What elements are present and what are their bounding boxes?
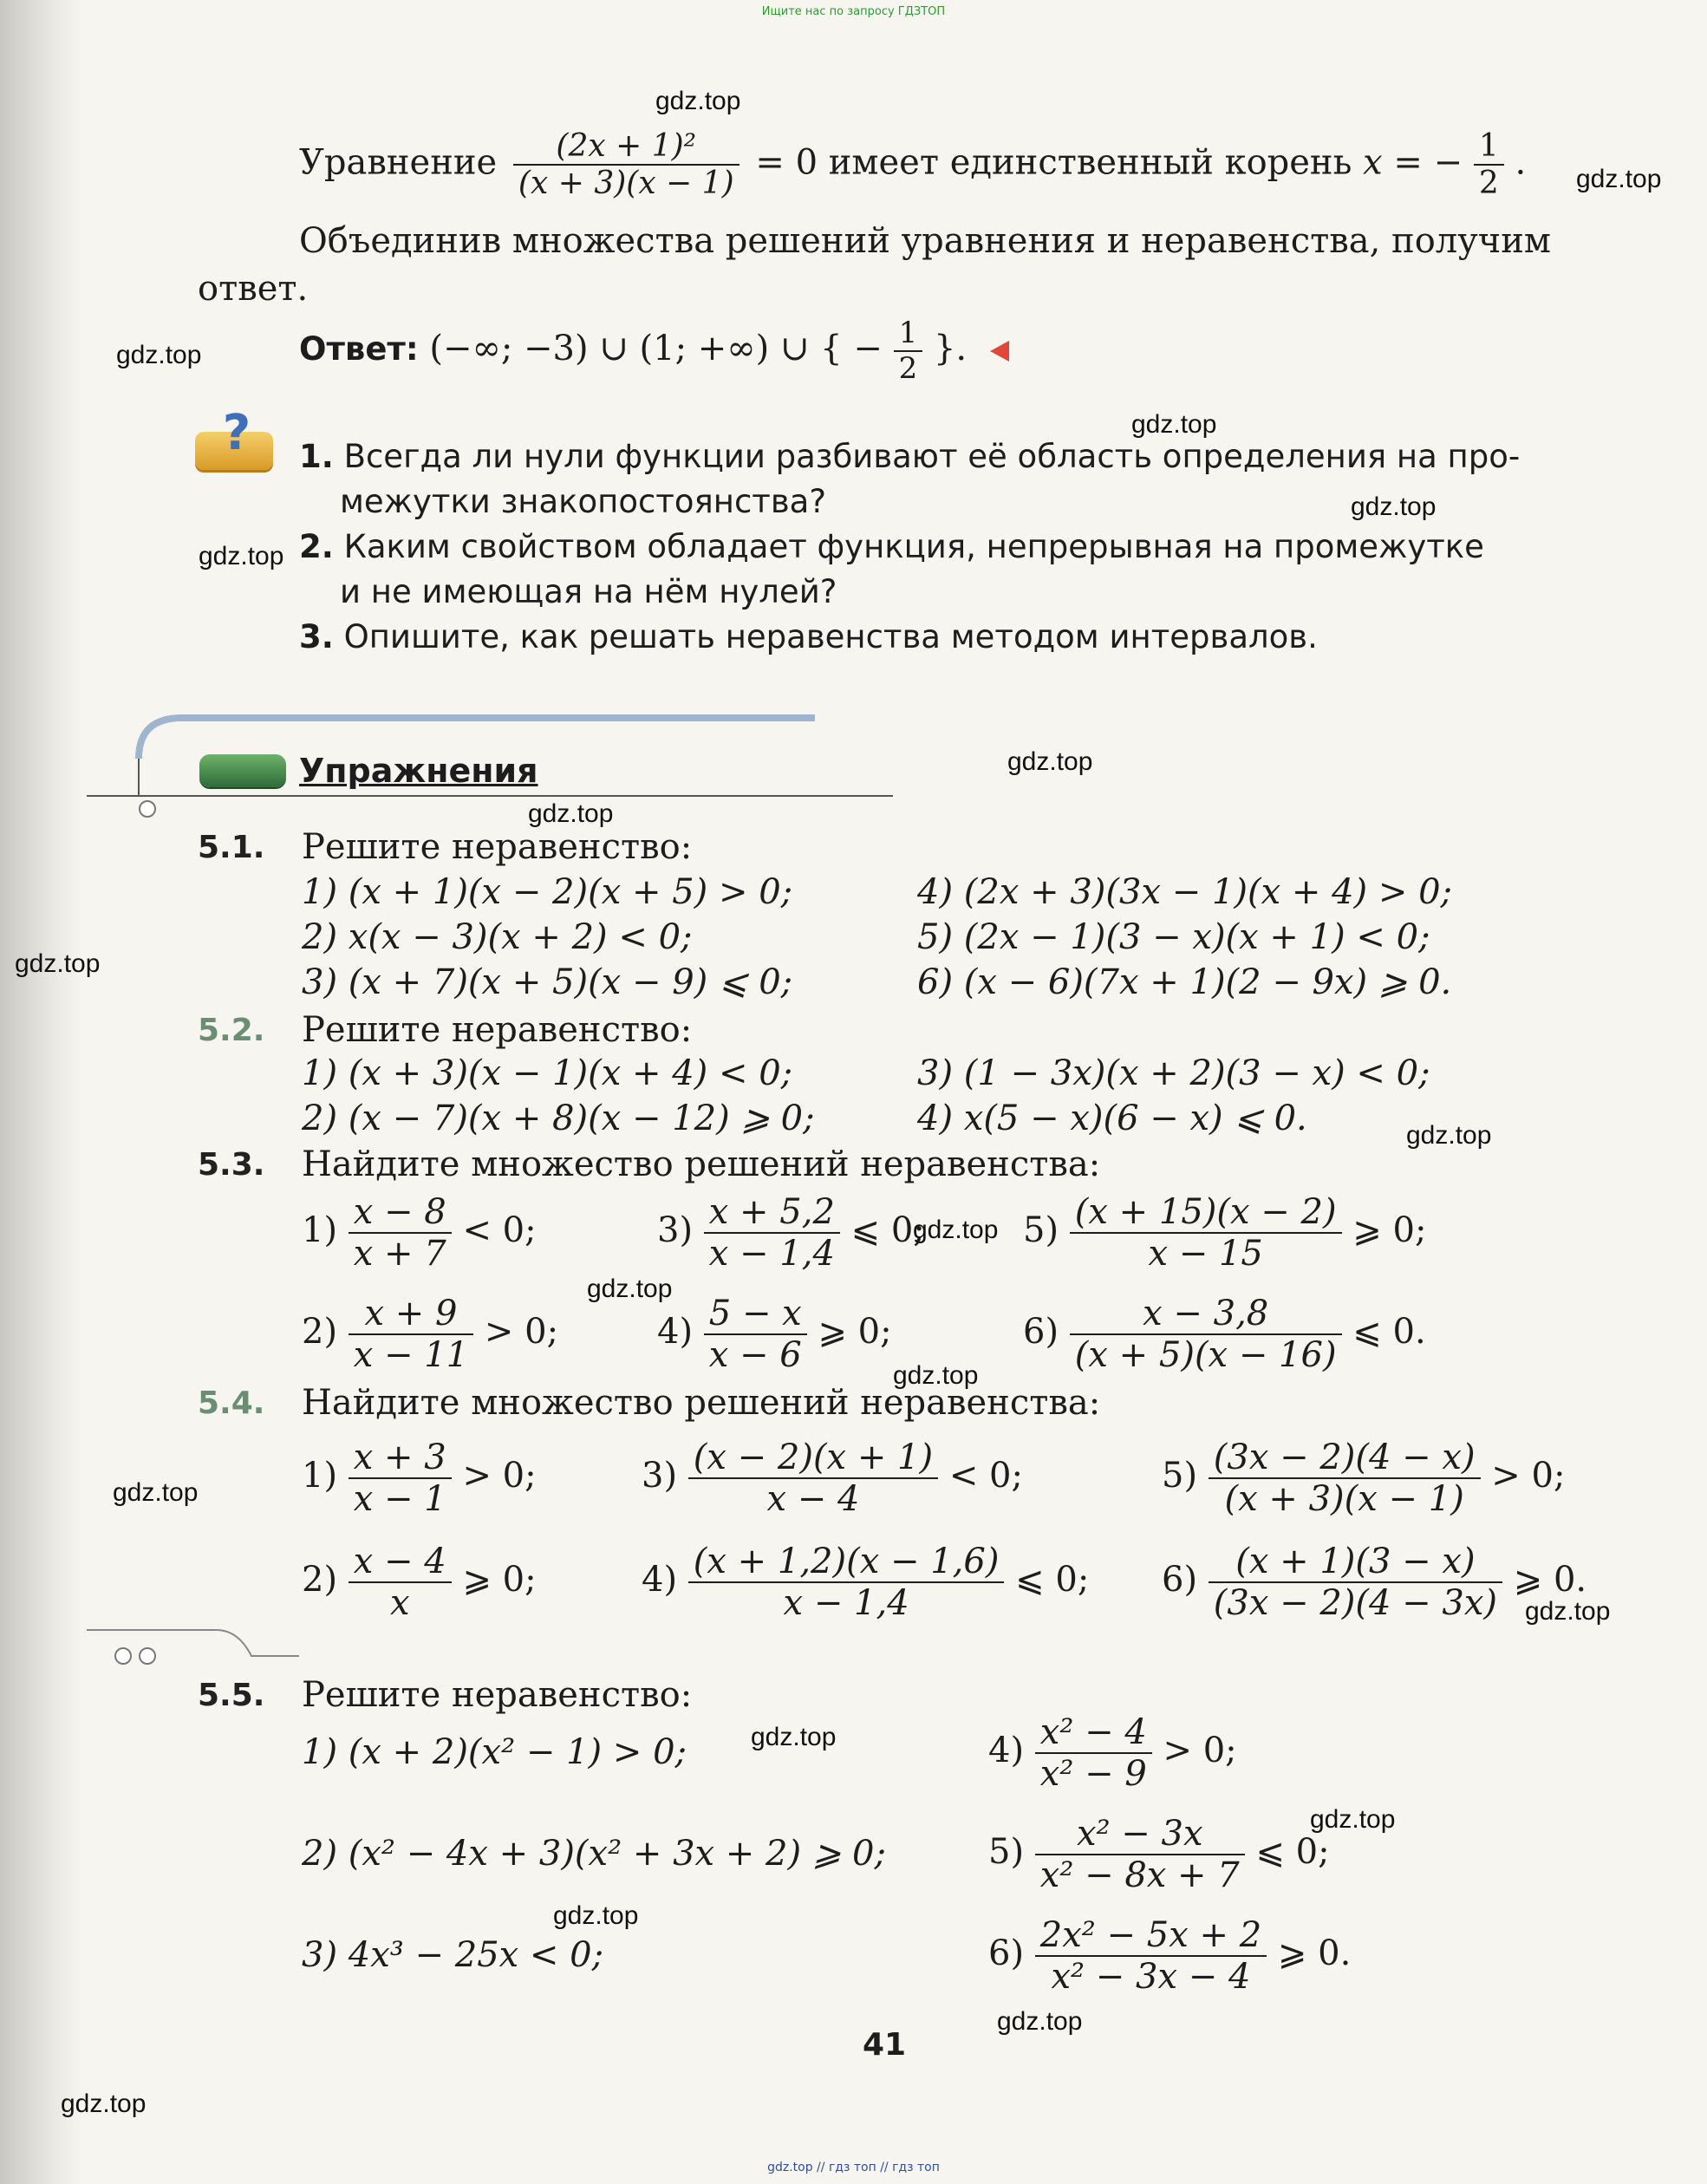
exercise-item: 3) 4x³ − 25x < 0; [302, 1935, 604, 1975]
exercise-item: 1) (x + 2)(x² − 1) > 0; [302, 1732, 687, 1772]
exercise-prompt: Решите неравенство: [302, 1010, 693, 1050]
item-fraction [1209, 1542, 1502, 1623]
item-number: 5) [1023, 1210, 1059, 1250]
watermark: gdz.top [199, 542, 284, 570]
fraction-numerator: 2x² − 5x + 2 [1035, 1915, 1267, 1957]
fraction-denominator: x² − 8x + 7 [1039, 1855, 1240, 1895]
item-relation: > 0; [462, 1456, 537, 1496]
question-number: 1. [299, 438, 334, 475]
item-relation: < 0; [462, 1210, 537, 1250]
item-fraction [704, 1192, 840, 1274]
exercise-item: 3) (x + 7)(x + 5)(x − 9) ⩽ 0; [302, 962, 793, 1002]
intro-eq-prefix: Уравнение [299, 142, 498, 183]
fraction-denominator: x − 4 [766, 1479, 860, 1519]
item-number: 5) [1162, 1456, 1198, 1496]
item-relation: ⩾ 0. [1513, 1560, 1587, 1600]
fraction-denominator: x − 15 [1148, 1234, 1263, 1274]
item-number: 5) [988, 1832, 1025, 1872]
question-text: Опишите, как решать неравенства методом интервалов. [343, 618, 1318, 655]
item-number: 1) [302, 1210, 338, 1250]
fraction-denominator: 2 [898, 351, 918, 387]
exercise-item: 3) (1 − 3x)(x + 2)(3 − x) < 0; [917, 1053, 1430, 1093]
fraction-numerator: (x + 1)(3 − x) [1209, 1542, 1502, 1583]
item-number: 2) [302, 1560, 338, 1600]
item-fraction [349, 1192, 452, 1274]
question-block-icon [195, 407, 273, 473]
watermark: gdz.top [1576, 165, 1662, 193]
fraction-denominator: (3x − 2)(4 − 3x) [1213, 1583, 1498, 1623]
exercise-item [1162, 1438, 1565, 1519]
item-number: 6) [1023, 1312, 1059, 1352]
item-relation: ⩾ 0. [1277, 1933, 1352, 1973]
exercise-prompt: Найдите множество решений неравенства: [302, 1383, 1101, 1423]
item-relation: ⩾ 0; [462, 1560, 537, 1600]
exercise-prompt: Решите неравенство: [302, 827, 693, 867]
exercise-item: 1) (x + 3)(x − 1)(x + 4) < 0; [302, 1053, 793, 1093]
question-text: Всегда ли нули функции разбивают её область определения на про- [343, 438, 1521, 475]
item-fraction [1035, 1814, 1245, 1895]
fraction-denominator: 2 [1478, 166, 1499, 202]
watermark: gdz.top [913, 1216, 999, 1244]
item-number: 2) [302, 1312, 338, 1352]
exercise-number: 5.5. [198, 1678, 265, 1713]
watermark: gdz.top [997, 2007, 1083, 2036]
item-number: 1) [302, 1456, 338, 1496]
item-fraction [349, 1294, 473, 1375]
watermark: gdz.top [655, 87, 741, 115]
fraction-numerator: 1 [1474, 128, 1504, 166]
fraction-numerator: x + 3 [349, 1438, 452, 1479]
scan-page-edge [0, 0, 82, 2184]
exercise-item [1162, 1542, 1586, 1623]
item-fraction [1035, 1915, 1267, 1997]
exercise-item [302, 1542, 537, 1623]
exercise-item [642, 1542, 1089, 1623]
item-number: 4) [988, 1731, 1025, 1770]
item-relation: > 0; [484, 1312, 559, 1352]
exercise-item [1023, 1294, 1426, 1375]
exercise-item: 1) (x + 1)(x − 2)(x + 5) > 0; [302, 872, 793, 912]
fraction-denominator: x − 6 [708, 1335, 802, 1375]
item-fraction [1070, 1192, 1342, 1274]
question-number: 2. [299, 528, 334, 565]
item-fraction [688, 1438, 938, 1519]
exercise-item: 4) (2x + 3)(3x − 1)(x + 4) > 0; [917, 872, 1453, 912]
fraction-numerator: (3x − 2)(4 − x) [1209, 1438, 1481, 1479]
item-fraction [688, 1542, 1005, 1623]
exercise-number: 5.2. [198, 1013, 265, 1048]
fraction-denominator: x − 11 [353, 1335, 469, 1375]
watermark: gdz.top [1351, 492, 1437, 521]
item-number: 3) [657, 1210, 694, 1250]
watermark: gdz.top [1007, 747, 1093, 776]
fraction-numerator: (2x + 1)² [513, 128, 739, 166]
item-relation: ⩽ 0. [1352, 1312, 1426, 1352]
exercise-item: 2) x(x − 3)(x + 2) < 0; [302, 917, 693, 957]
watermark: gdz.top [553, 1901, 639, 1930]
exercise-item [657, 1192, 925, 1274]
item-fraction [1209, 1438, 1481, 1519]
item-relation: > 0; [1491, 1456, 1566, 1496]
item-fraction [704, 1294, 807, 1375]
answer-set-fraction [894, 316, 923, 386]
fraction-denominator: x² − 9 [1039, 1754, 1147, 1794]
question-mark-icon: ? [222, 405, 251, 461]
item-relation: > 0; [1163, 1731, 1237, 1770]
section-separator [87, 1621, 312, 1673]
question-2-line-2: и не имеющая на нём нулей? [340, 573, 837, 610]
intro-fraction [513, 128, 739, 202]
watermark: gdz.top [61, 2089, 147, 2118]
item-relation: ⩾ 0; [818, 1312, 892, 1352]
question-2-line-1 [299, 528, 1484, 565]
fraction-denominator: (x + 5)(x − 16) [1074, 1335, 1337, 1375]
fraction-denominator: (x + 3)(x − 1) [1224, 1479, 1464, 1519]
fraction-denominator: x − 1,4 [783, 1583, 909, 1623]
exercise-item [302, 1438, 537, 1519]
fraction-numerator: x + 9 [349, 1294, 473, 1335]
item-fraction [1070, 1294, 1342, 1375]
exercise-item: 5) (2x − 1)(3 − x)(x + 1) < 0; [917, 917, 1430, 957]
exercise-item [988, 1712, 1237, 1794]
question-3-line-1 [299, 618, 1318, 655]
exercise-item [988, 1814, 1330, 1895]
question-1-line-2: межутки знакопостоянства? [340, 483, 826, 520]
watermark: gdz.top [1525, 1597, 1611, 1626]
fraction-numerator: 1 [894, 316, 923, 352]
fraction-denominator: x [389, 1583, 410, 1623]
item-number: 6) [1162, 1560, 1198, 1600]
exercise-prompt: Решите неравенство: [302, 1675, 693, 1715]
exercise-item [1023, 1192, 1426, 1274]
exercise-item: 4) x(5 − x)(6 − x) ⩽ 0. [917, 1099, 1307, 1138]
watermark: gdz.top [751, 1723, 837, 1751]
page-number: 41 [863, 2027, 907, 2063]
fraction-numerator: x − 3,8 [1070, 1294, 1342, 1335]
watermark: gdz.top [587, 1275, 673, 1303]
exercise-item [988, 1915, 1351, 1997]
answer-set-open: { − [820, 329, 883, 369]
exercise-item: 2) (x − 7)(x + 8)(x − 12) ⩾ 0; [302, 1099, 815, 1138]
item-relation: ⩽ 0; [1015, 1560, 1090, 1600]
intro-eq-suffix: = 0 имеет единственный корень [755, 142, 1352, 183]
intro-line-3: ответ. [198, 269, 309, 309]
answer-set-close: }. [933, 329, 968, 369]
fraction-denominator: x − 1 [353, 1479, 446, 1519]
item-number: 4) [642, 1560, 678, 1600]
item-relation: ⩽ 0; [850, 1210, 925, 1250]
answer-line [299, 316, 1009, 386]
watermark: gdz.top [1310, 1805, 1396, 1834]
exercise-item: 6) (x − 6)(7x + 1)(2 − 9x) ⩾ 0. [917, 962, 1452, 1002]
exercise-item [642, 1438, 1023, 1519]
item-fraction [349, 1438, 452, 1519]
intro-root-lhs: x = − [1363, 142, 1463, 183]
exercise-item: 2) (x² − 4x + 3)(x² + 3x + 2) ⩾ 0; [302, 1834, 886, 1874]
top-note: Ищите нас по запросу ГДЗТОП [761, 5, 946, 18]
answer-label: Ответ: [299, 330, 419, 368]
question-number: 3. [299, 618, 334, 655]
fraction-denominator: x² − 3x − 4 [1051, 1957, 1251, 1997]
exercise-number: 5.4. [198, 1385, 265, 1421]
item-number: 4) [657, 1312, 694, 1352]
bottom-note: gdz.top // гдз топ // гдз топ [767, 2161, 940, 2174]
fraction-denominator: x + 7 [353, 1234, 446, 1274]
fraction-denominator: (x + 3)(x − 1) [518, 166, 734, 202]
fraction-numerator: (x − 2)(x + 1) [688, 1438, 938, 1479]
intro-root-end: . [1515, 142, 1527, 183]
exercise-number: 5.1. [198, 830, 265, 865]
exercise-item [302, 1294, 558, 1375]
fraction-denominator: x − 1,4 [708, 1234, 835, 1274]
watermark: gdz.top [116, 341, 202, 369]
exercise-prompt: Найдите множество решений неравенства: [302, 1144, 1101, 1184]
watermark: gdz.top [113, 1478, 199, 1507]
fraction-numerator: x² − 3x [1035, 1814, 1245, 1855]
exercise-item [657, 1294, 892, 1375]
fraction-numerator: x + 5,2 [704, 1192, 840, 1234]
fraction-numerator: (x + 15)(x − 2) [1070, 1192, 1342, 1234]
item-relation: ⩾ 0; [1352, 1210, 1427, 1250]
fraction-numerator: x − 8 [349, 1192, 452, 1234]
fraction-numerator: x² − 4 [1035, 1712, 1152, 1754]
exercises-badge-icon [199, 754, 286, 787]
answer-value: (−∞; −3) ∪ (1; +∞) ∪ [429, 329, 810, 369]
intro-line-2: Объединив множества решений уравнения и неравенства, получим [299, 221, 1551, 261]
item-relation: < 0; [948, 1456, 1023, 1496]
fraction-numerator: x − 4 [349, 1542, 452, 1583]
end-of-solution-marker-icon [990, 341, 1009, 362]
item-number: 3) [642, 1456, 678, 1496]
item-fraction [349, 1542, 452, 1623]
exercises-title: Упражнения [299, 752, 538, 790]
fraction-numerator: (x + 1,2)(x − 1,6) [688, 1542, 1005, 1583]
item-fraction [1035, 1712, 1152, 1794]
exercise-item [302, 1192, 537, 1274]
intro-equation-line [299, 128, 1526, 202]
fraction-numerator: 5 − x [704, 1294, 807, 1335]
question-1-line-1 [299, 438, 1520, 475]
exercise-number: 5.3. [198, 1147, 265, 1183]
watermark: gdz.top [893, 1361, 979, 1390]
watermark: gdz.top [1406, 1121, 1492, 1150]
watermark: gdz.top [1131, 410, 1217, 439]
item-relation: ⩽ 0; [1255, 1832, 1330, 1872]
intro-root-fraction [1474, 128, 1504, 202]
watermark: gdz.top [15, 949, 101, 978]
item-number: 6) [988, 1933, 1025, 1973]
watermark: gdz.top [528, 799, 614, 828]
question-text: Каким свойством обладает функция, непрерывная на промежутке [343, 528, 1484, 565]
